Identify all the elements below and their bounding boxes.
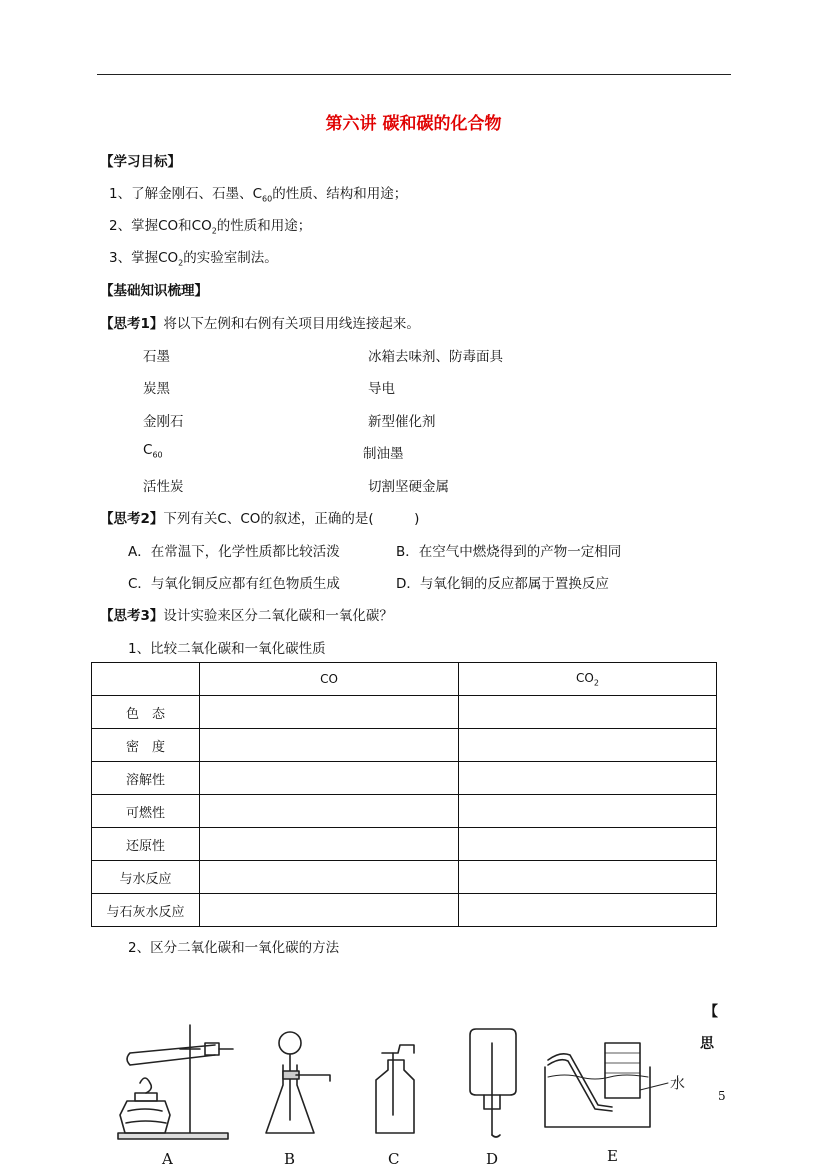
option-d: D．与氧化铜的反应都属于置换反应 xyxy=(396,576,609,592)
cell-co2-limewater xyxy=(459,894,717,927)
row-label-flammability: 可燃性 xyxy=(92,795,200,828)
goals-heading: 【学习目标】 xyxy=(100,154,181,170)
left-item-c60-text: C xyxy=(143,442,153,458)
table-row xyxy=(92,696,717,729)
cell-co-flammability xyxy=(200,795,459,828)
right-item-catalyst: 新型催化剂 xyxy=(368,414,436,430)
left-item-activated-carbon: 活性炭 xyxy=(143,479,184,495)
table-row xyxy=(92,894,717,927)
table-header-co2-sub: 2 xyxy=(593,678,599,688)
table-header-row xyxy=(92,663,717,696)
row-label-reducibility: 还原性 xyxy=(92,828,200,861)
goal-item-3-sub: 2 xyxy=(178,258,184,268)
apparatus-label-a: A xyxy=(162,1150,173,1168)
apparatus-a-heating-setup xyxy=(118,1025,233,1139)
table-row xyxy=(92,729,717,762)
row-label-density: 密 度 xyxy=(92,729,200,762)
think3-sub1: 1、比较二氧化碳和一氧化碳性质 xyxy=(128,641,326,657)
cell-co2-reducibility xyxy=(459,828,717,861)
cell-co-state xyxy=(200,696,459,729)
apparatus-label-b: B xyxy=(284,1150,296,1168)
page-title: 第六讲 碳和碳的化合物 xyxy=(325,114,502,134)
think3-tag: 【思考3】 xyxy=(100,608,164,624)
apparatus-label-c: C xyxy=(388,1150,400,1168)
apparatus-d-collecting-bottle xyxy=(470,1029,516,1137)
goal-item-2-end: 的性质和用途； xyxy=(216,218,312,234)
table-header-co2 xyxy=(459,663,717,696)
right-item-conduct: 导电 xyxy=(368,381,395,397)
water-label: 水 xyxy=(670,1074,686,1092)
apparatus-e-water-trough xyxy=(545,1043,685,1127)
cell-co-solubility xyxy=(200,762,459,795)
row-label-solubility: 溶解性 xyxy=(92,762,200,795)
side-bracket: 【 xyxy=(704,1004,718,1020)
apparatus-c-wash-bottle xyxy=(376,1045,414,1133)
table-header-empty xyxy=(92,663,200,696)
left-item-c60 xyxy=(143,442,163,460)
basics-heading: 【基础知识梳理】 xyxy=(100,283,208,299)
table-row xyxy=(92,828,717,861)
goal-item-3-text: 3、掌握CO xyxy=(109,250,179,266)
table-row xyxy=(92,762,717,795)
think3-line xyxy=(100,604,393,624)
cell-co2-density xyxy=(459,729,717,762)
right-item-ink: 制油墨 xyxy=(363,446,404,462)
goal-item-2-text: 2、掌握CO和CO xyxy=(109,218,212,234)
left-item-carbon-black: 炭黑 xyxy=(143,381,170,397)
row-label-state: 色 态 xyxy=(92,696,200,729)
table-row xyxy=(92,795,717,828)
cell-co-density xyxy=(200,729,459,762)
goal-item-2-sub: 2 xyxy=(211,226,217,236)
table-header-co: CO xyxy=(200,663,459,696)
row-label-water: 与水反应 xyxy=(92,861,200,894)
table-row xyxy=(92,861,717,894)
think1-line xyxy=(100,312,420,332)
think1-text: 将以下左例和右例有关项目用线连接起来。 xyxy=(163,316,420,332)
goal-item-3 xyxy=(109,246,278,268)
goal-item-3-end: 的实验室制法。 xyxy=(183,250,278,266)
option-c: C．与氧化铜反应都有红色物质生成 xyxy=(128,576,340,592)
think2-tag: 【思考2】 xyxy=(100,511,164,527)
header-rule xyxy=(97,74,731,75)
option-a: A．在常温下，化学性质都比较活泼 xyxy=(128,544,340,560)
side-think-char: 思 xyxy=(700,1036,714,1052)
think3-text: 设计实验来区分二氧化碳和一氧化碳？ xyxy=(163,608,393,624)
right-item-cutting: 切割坚硬金属 xyxy=(368,479,449,495)
right-item-deodorant: 冰箱去味剂、防毒面具 xyxy=(368,349,503,365)
left-item-graphite: 石墨 xyxy=(143,349,170,365)
think3-sub2: 2、区分二氧化碳和一氧化碳的方法 xyxy=(128,940,340,956)
goal-item-2 xyxy=(109,214,311,236)
apparatus-label-e: E xyxy=(607,1147,618,1165)
left-item-diamond: 金刚石 xyxy=(143,414,184,430)
option-b: B．在空气中燃烧得到的产物一定相同 xyxy=(396,544,622,560)
page-number: 5 xyxy=(718,1089,726,1103)
cell-co2-solubility xyxy=(459,762,717,795)
think2-line xyxy=(100,507,419,527)
goal-item-1-end: 的性质、结构和用途； xyxy=(272,186,408,202)
cell-co2-state xyxy=(459,696,717,729)
cell-co2-flammability xyxy=(459,795,717,828)
row-label-limewater: 与石灰水反应 xyxy=(92,894,200,927)
apparatus-illustration xyxy=(0,1015,827,1150)
apparatus-label-d: D xyxy=(486,1150,499,1168)
cell-co-reducibility xyxy=(200,828,459,861)
goal-item-1-sub: 60 xyxy=(262,194,273,204)
goal-item-1 xyxy=(109,182,407,204)
goal-item-1-text: 1、了解金刚石、石墨、C xyxy=(109,186,263,202)
left-item-c60-sub: 60 xyxy=(152,450,163,460)
cell-co2-water xyxy=(459,861,717,894)
cell-co-water xyxy=(200,861,459,894)
cell-co-limewater xyxy=(200,894,459,927)
think1-tag: 【思考1】 xyxy=(100,316,164,332)
apparatus-b-flask xyxy=(266,1032,330,1133)
think2-text: 下列有关C、CO的叙述，正确的是( ) xyxy=(163,511,420,527)
table-header-co2-text: CO xyxy=(576,670,594,685)
comparison-table xyxy=(91,662,717,927)
